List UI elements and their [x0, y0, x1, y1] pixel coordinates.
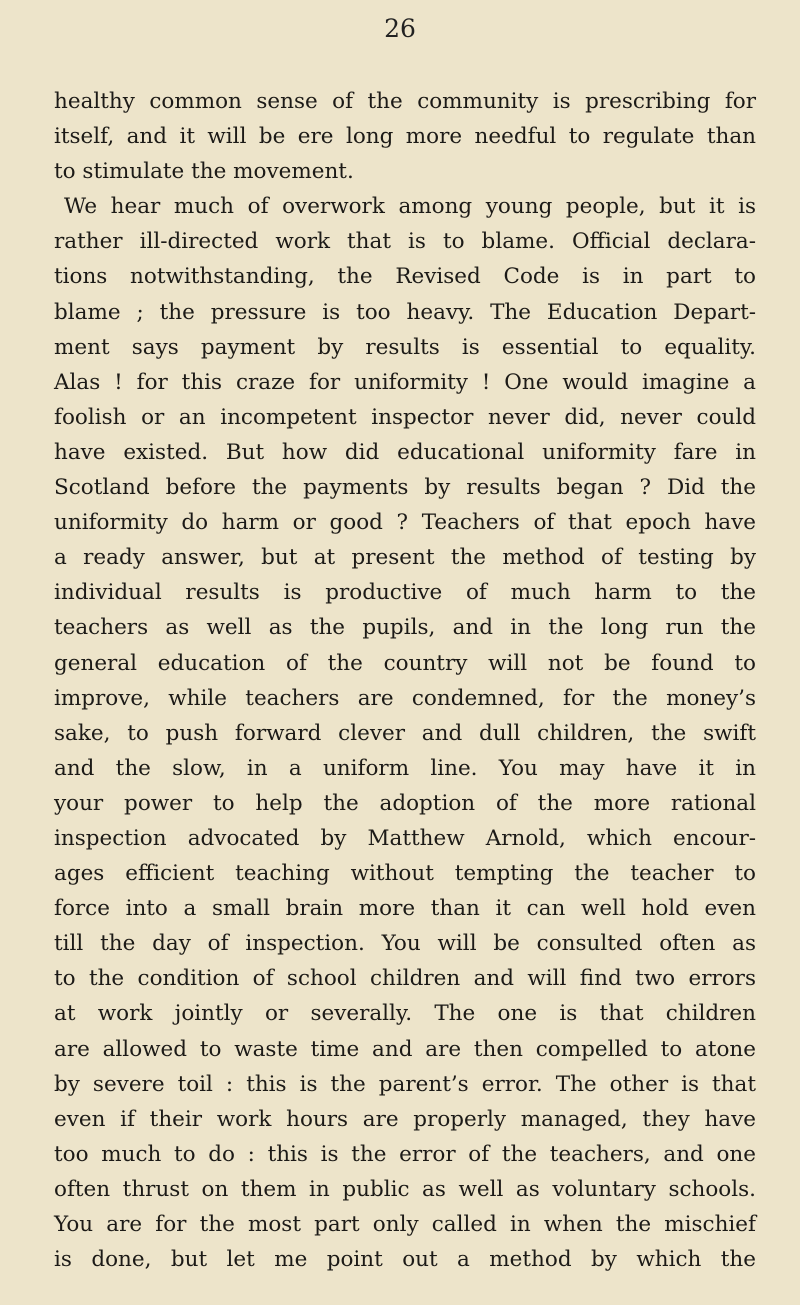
text-line: ment says payment by results is essential to equality.: [54, 334, 756, 360]
text-line: inspection advocated by Matthew Arnold, which encour-: [54, 825, 756, 851]
text-line: teachers as well as the pupils, and in the long run the: [54, 615, 756, 641]
text-line: is done, but let me point out a method by which the: [54, 1247, 756, 1273]
text-line: uniformity do harm or good ? Teachers of that epoch have: [54, 510, 756, 536]
text-line: a ready answer, but at present the method of testing by: [54, 545, 756, 571]
page-number: 26: [384, 14, 416, 43]
text-line: your power to help the adoption of the more rational: [54, 790, 756, 816]
text-line: even if their work hours are properly managed, they have: [54, 1106, 756, 1132]
text-line: to the condition of school children and will find two errors: [54, 966, 756, 992]
text-line: force into a small brain more than it can well hold even: [54, 896, 756, 922]
text-line: Alas ! for this craze for uniformity ! One would imagine a: [54, 369, 756, 395]
text-line: at work jointly or severally. The one is that children: [54, 1001, 756, 1027]
text-line: itself, and it will be ere long more needful to regulate than: [54, 124, 756, 150]
text-line: foolish or an incompetent inspector never did, never could: [54, 404, 756, 430]
text-line: too much to do : this is the error of the teachers, and one: [54, 1141, 756, 1167]
text-line: to stimulate the movement.: [54, 159, 354, 185]
text-line: general education of the country will not be found to: [54, 650, 756, 676]
text-line: Scotland before the payments by results began ? Did the: [54, 475, 756, 501]
text-line: You are for the most part only called in when the mischief: [54, 1212, 756, 1237]
text-line: by severe toil : this is the parent’s error. The other is that: [54, 1071, 756, 1097]
text-line: till the day of inspection. You will be consulted often as: [54, 931, 756, 957]
text-line: and the slow, in a uniform line. You may have it in: [54, 755, 756, 781]
text-line: tions notwithstanding, the Revised Code is in part to: [54, 264, 756, 290]
text-line: sake, to push forward clever and dull children, the swift: [54, 720, 756, 746]
text-line: improve, while teachers are condemned, for the money’s: [54, 685, 756, 711]
body-text: [54, 84, 756, 1277]
text-line: often thrust on them in public as well as voluntary schools.: [54, 1176, 756, 1202]
text-line: have existed. But how did educational uniformity fare in: [54, 439, 756, 465]
text-line: ages efficient teaching without tempting the teacher to: [54, 861, 756, 887]
text-line: rather ill-directed work that is to blame. Official declara-: [54, 229, 756, 255]
text-line: individual results is productive of much harm to the: [54, 580, 756, 606]
text-line: We hear much of overwork among young people, but it is: [64, 194, 756, 220]
text-line: healthy common sense of the community is prescribing for: [54, 89, 756, 114]
text-line: are allowed to waste time and are then compelled to atone: [54, 1036, 756, 1062]
text-line: blame ; the pressure is too heavy. The Education Depart-: [54, 299, 756, 325]
